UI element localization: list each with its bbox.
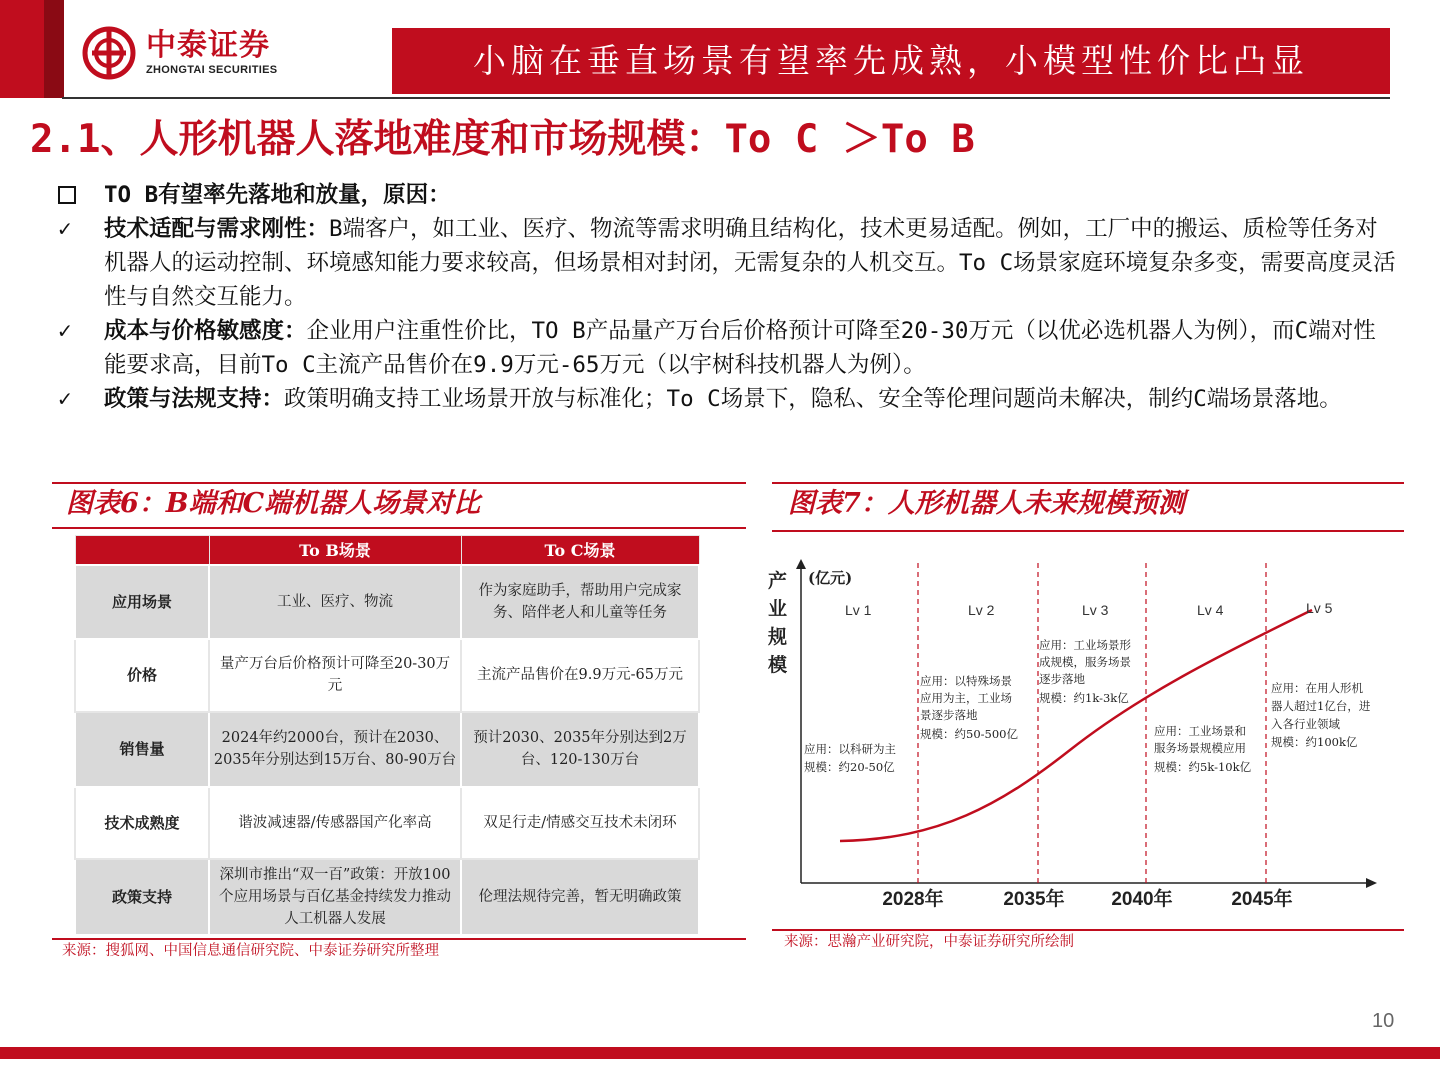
annotation-line: 规模：约100k亿 bbox=[1271, 735, 1358, 749]
to-c-cell: 作为家庭助手，帮助用户完成家务、陪伴老人和儿童等任务 bbox=[461, 565, 699, 639]
to-b-cell: 2024年约2000台，预计在2030、2035年分别达到15万台、80-90万台 bbox=[209, 712, 461, 787]
level-label: Lv 2 bbox=[968, 602, 995, 618]
annotation-lv5 bbox=[1271, 681, 1371, 749]
x-tick-label: 2045年 bbox=[1231, 889, 1293, 910]
row-label: 应用场景 bbox=[75, 565, 209, 639]
fig7-bottom-rule bbox=[772, 929, 1404, 931]
y-axis-title bbox=[768, 569, 788, 676]
annotation-line: 成规模，服务场景 bbox=[1039, 655, 1131, 669]
bullet-item-head: 技术适配与需求刚性： bbox=[104, 216, 330, 242]
annotation-line: 规模：约50-500亿 bbox=[920, 727, 1018, 741]
bullet-item bbox=[58, 314, 1398, 382]
row-label: 政策支持 bbox=[75, 859, 209, 935]
annotation-line: 服务场景规模应用 bbox=[1154, 741, 1246, 755]
bullet-intro bbox=[58, 178, 1398, 212]
zhongtai-logo-icon bbox=[82, 26, 136, 80]
y-axis-title-char: 模 bbox=[768, 654, 788, 676]
bullet-item-text: 政策明确支持工业场景开放与标准化；To C场景下，隐私、安全等伦理问题尚未解决，制约C端场景落地。 bbox=[284, 386, 1342, 412]
x-tick-label: 2040年 bbox=[1111, 889, 1173, 910]
x-axis-arrow-icon bbox=[1366, 878, 1377, 888]
to-c-cell: 主流产品售价在9.9万元-65万元 bbox=[461, 639, 699, 712]
fig7-title: 图表7：人形机器人未来规模预测 bbox=[788, 488, 1185, 519]
checkmark-icon: ✓ bbox=[58, 318, 72, 344]
bullet-list bbox=[58, 178, 1398, 416]
table-row bbox=[75, 787, 699, 859]
to-b-cell: 深圳市推出“双一百”政策：开放100个应用场景与百亿基金持续发力推动人工机器人发展 bbox=[209, 859, 461, 935]
growth-chart bbox=[760, 555, 1400, 915]
fig6-source: 来源：搜狐网、中国信息通信研究院、中泰证券研究所整理 bbox=[62, 943, 439, 959]
bullet-intro-text: TO B有望率先落地和放量，原因： bbox=[104, 182, 451, 208]
page-number: 10 bbox=[1372, 1010, 1395, 1032]
bullet-item-head: 政策与法规支持： bbox=[104, 386, 285, 412]
y-axis-title-char: 规 bbox=[768, 626, 788, 648]
annotation-line: 景逐步落地 bbox=[920, 708, 978, 722]
fig6-title-rule bbox=[52, 527, 746, 529]
to-b-cell: 量产万台后价格预计可降至20-30万元 bbox=[209, 639, 461, 712]
annotation-line: 规模：约20-50亿 bbox=[804, 760, 895, 774]
annotation-line: 入各行业领域 bbox=[1271, 717, 1340, 731]
bullet-item-head: 成本与价格敏感度： bbox=[104, 318, 307, 344]
bullet-item-text: B端客户，如工业、医疗、物流等需求明确且结构化，技术更易适配。例如，工厂中的搬运、质检等任务对机器人的运动控制、环境感知能力要求较高，但场景相对封闭，无需复杂的人机交互。To C场景家庭环境复杂多变，需要高度灵活性与自然交互能力。 bbox=[104, 216, 1396, 310]
row-label: 价格 bbox=[75, 639, 209, 712]
x-tick-labels bbox=[882, 887, 1292, 910]
bullet-item bbox=[58, 212, 1398, 314]
bullet-item-text: 企业用户注重性价比，TO B产品量产万台后价格预计可降至20-30万元（以优必选机器人为例），而C端对性能要求高，目前To C主流产品售价在9.9万元-65万元（以宇树科技机器人为例）。 bbox=[104, 318, 1376, 378]
level-label: Lv 4 bbox=[1197, 602, 1224, 618]
fig7-title-rule bbox=[772, 530, 1404, 532]
y-unit-label: (亿元) bbox=[808, 569, 853, 587]
annotation-line: 逐步落地 bbox=[1039, 672, 1085, 686]
to-c-cell: 双足行走/情感交互技术未闭环 bbox=[461, 787, 699, 859]
header-divider bbox=[62, 97, 1390, 99]
fig6-title: 图表6：B端和C端机器人场景对比 bbox=[66, 488, 481, 519]
comparison-table bbox=[74, 535, 700, 936]
annotation-line: 应用：以特殊场景 bbox=[920, 674, 1012, 688]
annotation-lv4 bbox=[1154, 724, 1252, 774]
fig7-source: 来源：思瀚产业研究院，中泰证券研究所绘制 bbox=[784, 934, 1074, 950]
to-c-cell: 预计2030、2035年分别达到2万台、120-130万台 bbox=[461, 712, 699, 787]
table-header-cell: To C场景 bbox=[461, 536, 699, 565]
annotation-line: 规模：约1k-3k亿 bbox=[1039, 691, 1129, 705]
fig6-bottom-rule bbox=[52, 938, 746, 940]
table-row bbox=[75, 712, 699, 787]
x-tick-label: 2035年 bbox=[1003, 889, 1065, 910]
table-row bbox=[75, 859, 699, 935]
logo-text-en: ZHONGTAI SECURITIES bbox=[146, 64, 278, 76]
annotation-lv3 bbox=[1039, 638, 1131, 705]
y-axis-title-char: 产 bbox=[768, 570, 788, 592]
annotation-line: 应用：以科研为主 bbox=[804, 742, 896, 756]
to-b-cell: 谐波减速器/传感器国产化率高 bbox=[209, 787, 461, 859]
row-label: 销售量 bbox=[75, 712, 209, 787]
annotation-line: 应用：工业场景形 bbox=[1039, 638, 1131, 652]
checkmark-icon: ✓ bbox=[58, 216, 72, 242]
level-label: Lv 1 bbox=[845, 602, 872, 618]
y-axis-title-char: 业 bbox=[768, 598, 788, 620]
annotation-lv1 bbox=[804, 742, 896, 774]
annotation-line: 器人超过1亿台，进 bbox=[1271, 699, 1371, 713]
checkmark-icon: ✓ bbox=[58, 386, 72, 412]
header-left-bar-shade bbox=[44, 0, 64, 98]
to-c-cell: 伦理法规待完善，暂无明确政策 bbox=[461, 859, 699, 935]
table-row bbox=[75, 565, 699, 639]
square-bullet-icon bbox=[58, 186, 76, 204]
table-header-cell bbox=[75, 536, 209, 565]
x-tick-label: 2028年 bbox=[882, 889, 944, 910]
level-label: Lv 3 bbox=[1082, 602, 1109, 618]
level-annotations bbox=[804, 638, 1371, 774]
logo-text-cn: 中泰证券 bbox=[146, 28, 270, 63]
table-row bbox=[75, 639, 699, 712]
annotation-lv2 bbox=[920, 674, 1018, 741]
company-logo bbox=[82, 26, 277, 80]
table-header-cell: To B场景 bbox=[209, 536, 461, 565]
level-label: Lv 5 bbox=[1306, 600, 1333, 616]
header-banner: 小脑在垂直场景有望率先成熟，小模型性价比凸显 bbox=[392, 28, 1390, 94]
row-label: 技术成熟度 bbox=[75, 787, 209, 859]
annotation-line: 应用：工业场景和 bbox=[1154, 724, 1246, 738]
annotation-line: 应用：在用人形机 bbox=[1271, 681, 1363, 695]
annotation-line: 规模：约5k-10k亿 bbox=[1154, 760, 1252, 774]
bullet-item bbox=[58, 382, 1398, 416]
table-header-row bbox=[75, 536, 699, 565]
to-b-cell: 工业、医疗、物流 bbox=[209, 565, 461, 639]
y-axis-arrow-icon bbox=[796, 559, 806, 569]
annotation-line: 应用为主，工业场 bbox=[920, 691, 1012, 705]
footer-bar bbox=[0, 1047, 1440, 1059]
section-title: 2.1、人形机器人落地难度和市场规模：To C ＞To B bbox=[30, 117, 975, 162]
